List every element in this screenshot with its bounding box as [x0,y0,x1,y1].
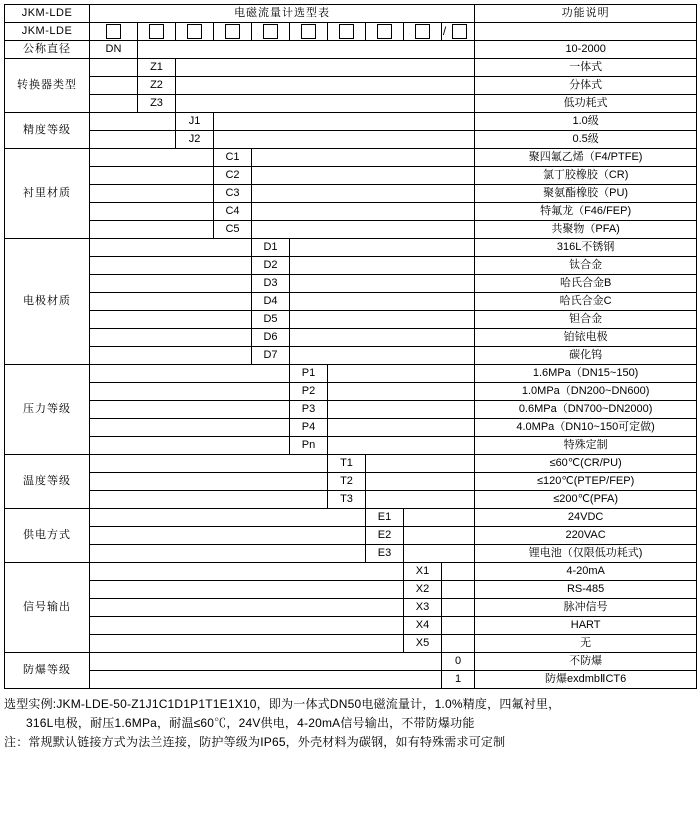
spacer-cell [404,509,475,527]
box-slot-10 [442,23,475,41]
spacer-cell [90,599,404,617]
desc-cell: 哈氏合金B [475,275,697,293]
spacer-cell [90,671,442,689]
checkbox-icon[interactable] [149,24,164,39]
table-row [5,473,697,491]
code-cell[interactable]: X4 [404,617,442,635]
spacer-cell [214,113,475,131]
code-cell[interactable]: Z3 [138,95,176,113]
code-cell[interactable]: Pn [290,437,328,455]
spacer-cell [90,509,366,527]
code-cell[interactable]: E1 [366,509,404,527]
desc-cell: 聚四氟乙烯（F4/PTFE) [475,149,697,167]
spacer-cell [366,491,475,509]
desc-cell: 低功耗式 [475,95,697,113]
spacer-cell [252,221,475,239]
spacer-cell [90,617,404,635]
desc-cell: 共聚物（PFA) [475,221,697,239]
spacer-cell [442,599,475,617]
desc-cell: 氯丁胶橡胶（CR) [475,167,697,185]
table-row [5,365,697,383]
table-row [5,599,697,617]
spacer-cell [442,581,475,599]
desc-cell: 特氟龙（F46/FEP) [475,203,697,221]
desc-cell: 一体式 [475,59,697,77]
checkbox-icon[interactable] [452,24,467,39]
table-row [5,131,697,149]
table-row [5,95,697,113]
spacer-cell [252,203,475,221]
checkbox-icon[interactable] [187,24,202,39]
spacer-cell [90,455,328,473]
code-cell[interactable]: T2 [328,473,366,491]
code-cell[interactable]: E3 [366,545,404,563]
spacer-cell [90,653,442,671]
spacer-cell [328,437,475,455]
desc-cell: 1.0MPa（DN200~DN600) [475,383,697,401]
spacer-cell [90,365,290,383]
example-line-1: 选型实例:JKM-LDE-50-Z1J1C1D1P1T1E1X10，即为一体式DN50电磁流量计，1.0%精度，四氟衬里， [4,697,561,711]
desc-cell: 10-2000 [475,41,697,59]
code-cell[interactable]: C3 [214,185,252,203]
spacer-cell [90,635,404,653]
row-label-power-supply: 供电方式 [5,509,90,563]
spacer-cell [328,365,475,383]
spacer-cell [90,311,252,329]
spacer-cell [90,545,366,563]
spacer-cell [90,59,138,77]
table-row [5,527,697,545]
table-row [5,167,697,185]
remark-line: 注：常规默认链接方式为法兰连接，防护等级为IP65，外壳材料为碳钢，如有特殊需求可定制 [4,735,506,749]
code-cell[interactable]: Z1 [138,59,176,77]
spacer-cell [90,401,290,419]
desc-cell: 铂铱电极 [475,329,697,347]
model-code-cell: JKM-LDE [5,23,90,41]
row-label-explosion-proof: 防爆等级 [5,653,90,689]
table-row [5,437,697,455]
code-cell[interactable]: P1 [290,365,328,383]
code-cell[interactable]: Z2 [138,77,176,95]
box-slot-4 [214,23,252,41]
code-cell[interactable]: D5 [252,311,290,329]
checkbox-icon[interactable] [106,24,121,39]
code-cell[interactable]: D6 [252,329,290,347]
code-cell[interactable]: D1 [252,239,290,257]
spacer-cell [442,563,475,581]
spacer-cell [138,41,475,59]
desc-cell: ≤120℃(PTEP/FEP) [475,473,697,491]
code-cell[interactable]: P4 [290,419,328,437]
spacer-cell [90,581,404,599]
row-label-lining-material: 衬里材质 [5,149,90,239]
box-slot-9 [404,23,442,41]
desc-cell: 4-20mA [475,563,697,581]
spacer-cell [90,221,214,239]
table-row [5,77,697,95]
box-slot-2 [138,23,176,41]
spacer-cell [290,293,475,311]
desc-cell: 316L不锈钢 [475,239,697,257]
checkbox-icon[interactable] [415,24,430,39]
spacer-cell [328,419,475,437]
table-row [5,293,697,311]
table-row [5,347,697,365]
row-label-converter-type: 转换器类型 [5,59,90,113]
spacer-cell [90,437,290,455]
spacer-cell [252,149,475,167]
row-label-electrode-material: 电极材质 [5,239,90,365]
spacer-cell [290,257,475,275]
table-row [5,455,697,473]
function-title-cell: 功能说明 [475,5,697,23]
code-cell[interactable]: DN [90,41,138,59]
row-label-temperature-class: 温度等级 [5,455,90,509]
code-cell[interactable]: T3 [328,491,366,509]
code-cell[interactable]: D4 [252,293,290,311]
spacer-cell [328,383,475,401]
table-title-cell [90,5,475,23]
code-cell[interactable]: C2 [214,167,252,185]
desc-cell: 不防爆 [475,653,697,671]
box-slot-7 [328,23,366,41]
box-slot-1 [90,23,138,41]
example-line-2: 316L电极，耐压1.6MPa，耐温≤60℃，24V供电，4-20mA信号输出，不带防爆功能 [26,716,475,730]
spacer-cell [90,275,252,293]
spacer-cell [442,635,475,653]
table-row [5,149,697,167]
table-row [5,671,697,689]
desc-cell: HART [475,617,697,635]
box-slot-8 [366,23,404,41]
code-cell[interactable]: J2 [176,131,214,149]
spacer-cell [290,311,475,329]
spacer-cell [90,527,366,545]
box-slot-5 [252,23,290,41]
row-label-pressure-class: 压力等级 [5,365,90,455]
spacer-cell [90,563,404,581]
code-cell[interactable]: C5 [214,221,252,239]
checkbox-icon[interactable] [225,24,240,39]
table-row [5,581,697,599]
spacer-cell [90,347,252,365]
notes-block [4,695,696,752]
desc-cell: 0.6MPa（DN700~DN2000) [475,401,697,419]
selection-table-sheet [4,4,696,689]
spacer-cell [90,131,176,149]
spacer-cell [176,59,475,77]
spacer-cell [176,95,475,113]
spacer-cell [252,185,475,203]
code-cell[interactable]: T1 [328,455,366,473]
spacer-cell [90,473,328,491]
desc-cell: ≤200℃(PFA) [475,491,697,509]
desc-cell: RS-485 [475,581,697,599]
spacer-cell [442,617,475,635]
spacer-cell [90,293,252,311]
header-box-row [5,23,697,41]
code-cell[interactable]: 0 [442,653,475,671]
desc-cell: 1.0级 [475,113,697,131]
box-slot-3 [176,23,214,41]
table-row [5,221,697,239]
table-row [5,113,697,131]
table-row [5,509,697,527]
spacer-cell [90,149,214,167]
desc-cell: 脉冲信号 [475,599,697,617]
spacer-cell [90,239,252,257]
spacer-cell [90,419,290,437]
table-row [5,419,697,437]
spacer-cell [366,473,475,491]
spacer-cell [90,113,176,131]
spacer-cell [90,491,328,509]
table-row [5,491,697,509]
table-row [5,257,697,275]
spacer-cell [90,95,138,113]
desc-cell: 钛合金 [475,257,697,275]
spacer-cell [90,383,290,401]
code-cell[interactable]: X2 [404,581,442,599]
spacer-cell [90,257,252,275]
table-row [5,653,697,671]
code-cell[interactable]: C1 [214,149,252,167]
code-cell[interactable]: D7 [252,347,290,365]
code-cell[interactable]: C4 [214,203,252,221]
spacer-cell [290,329,475,347]
function-title-spacer [475,23,697,41]
table-row [5,311,697,329]
row-label-nominal-diameter: 公称直径 [5,41,90,59]
code-cell[interactable]: X1 [404,563,442,581]
slash-separator: / [442,23,447,38]
code-cell[interactable]: D3 [252,275,290,293]
table-row [5,239,697,257]
code-cell[interactable]: X3 [404,599,442,617]
spacer-cell [90,329,252,347]
table-row [5,59,697,77]
spacer-cell [90,185,214,203]
desc-cell: 碳化钨 [475,347,697,365]
desc-cell: 24VDC [475,509,697,527]
selection-table [4,4,697,689]
model-prefix-cell: JKM-LDE [5,5,90,23]
desc-cell: 锂电池（仅限低功耗式) [475,545,697,563]
box-slot-6 [290,23,328,41]
table-row [5,329,697,347]
checkbox-icon[interactable] [339,24,354,39]
desc-cell: 1.6MPa（DN15~150) [475,365,697,383]
code-cell[interactable]: E2 [366,527,404,545]
code-cell[interactable]: D2 [252,257,290,275]
table-row [5,41,697,59]
row-label-accuracy-class: 精度等级 [5,113,90,149]
spacer-cell [366,455,475,473]
spacer-cell [90,203,214,221]
code-cell[interactable]: X5 [404,635,442,653]
table-row [5,275,697,293]
code-cell[interactable]: J1 [176,113,214,131]
spacer-cell [290,347,475,365]
checkbox-icon[interactable] [263,24,278,39]
checkbox-icon[interactable] [377,24,392,39]
checkbox-icon[interactable] [301,24,316,39]
table-header-row [5,5,697,23]
table-row [5,203,697,221]
spacer-cell [176,77,475,95]
table-row [5,401,697,419]
spacer-cell [252,167,475,185]
table-row [5,383,697,401]
desc-cell: 0.5级 [475,131,697,149]
code-cell[interactable]: P2 [290,383,328,401]
spacer-cell [90,167,214,185]
desc-cell: 无 [475,635,697,653]
desc-cell: 钽合金 [475,311,697,329]
desc-cell: 哈氏合金C [475,293,697,311]
code-cell[interactable]: P3 [290,401,328,419]
spacer-cell [404,527,475,545]
desc-cell: 特殊定制 [475,437,697,455]
table-row [5,635,697,653]
code-cell[interactable]: 1 [442,671,475,689]
table-row [5,617,697,635]
table-row [5,185,697,203]
desc-cell: 聚氨酯橡胶（PU) [475,185,697,203]
desc-cell: 4.0MPa（DN10~150可定做) [475,419,697,437]
spacer-cell [404,545,475,563]
table-title-text: 电磁流量计选型表 [234,7,331,19]
desc-cell: 分体式 [475,77,697,95]
desc-cell: ≤60℃(CR/PU) [475,455,697,473]
desc-cell: 220VAC [475,527,697,545]
row-label-signal-output: 信号输出 [5,563,90,653]
spacer-cell [328,401,475,419]
spacer-cell [90,77,138,95]
table-row [5,563,697,581]
table-row [5,545,697,563]
spacer-cell [290,275,475,293]
spacer-cell [214,131,475,149]
spacer-cell [290,239,475,257]
desc-cell: 防爆exdmbⅡCT6 [475,671,697,689]
